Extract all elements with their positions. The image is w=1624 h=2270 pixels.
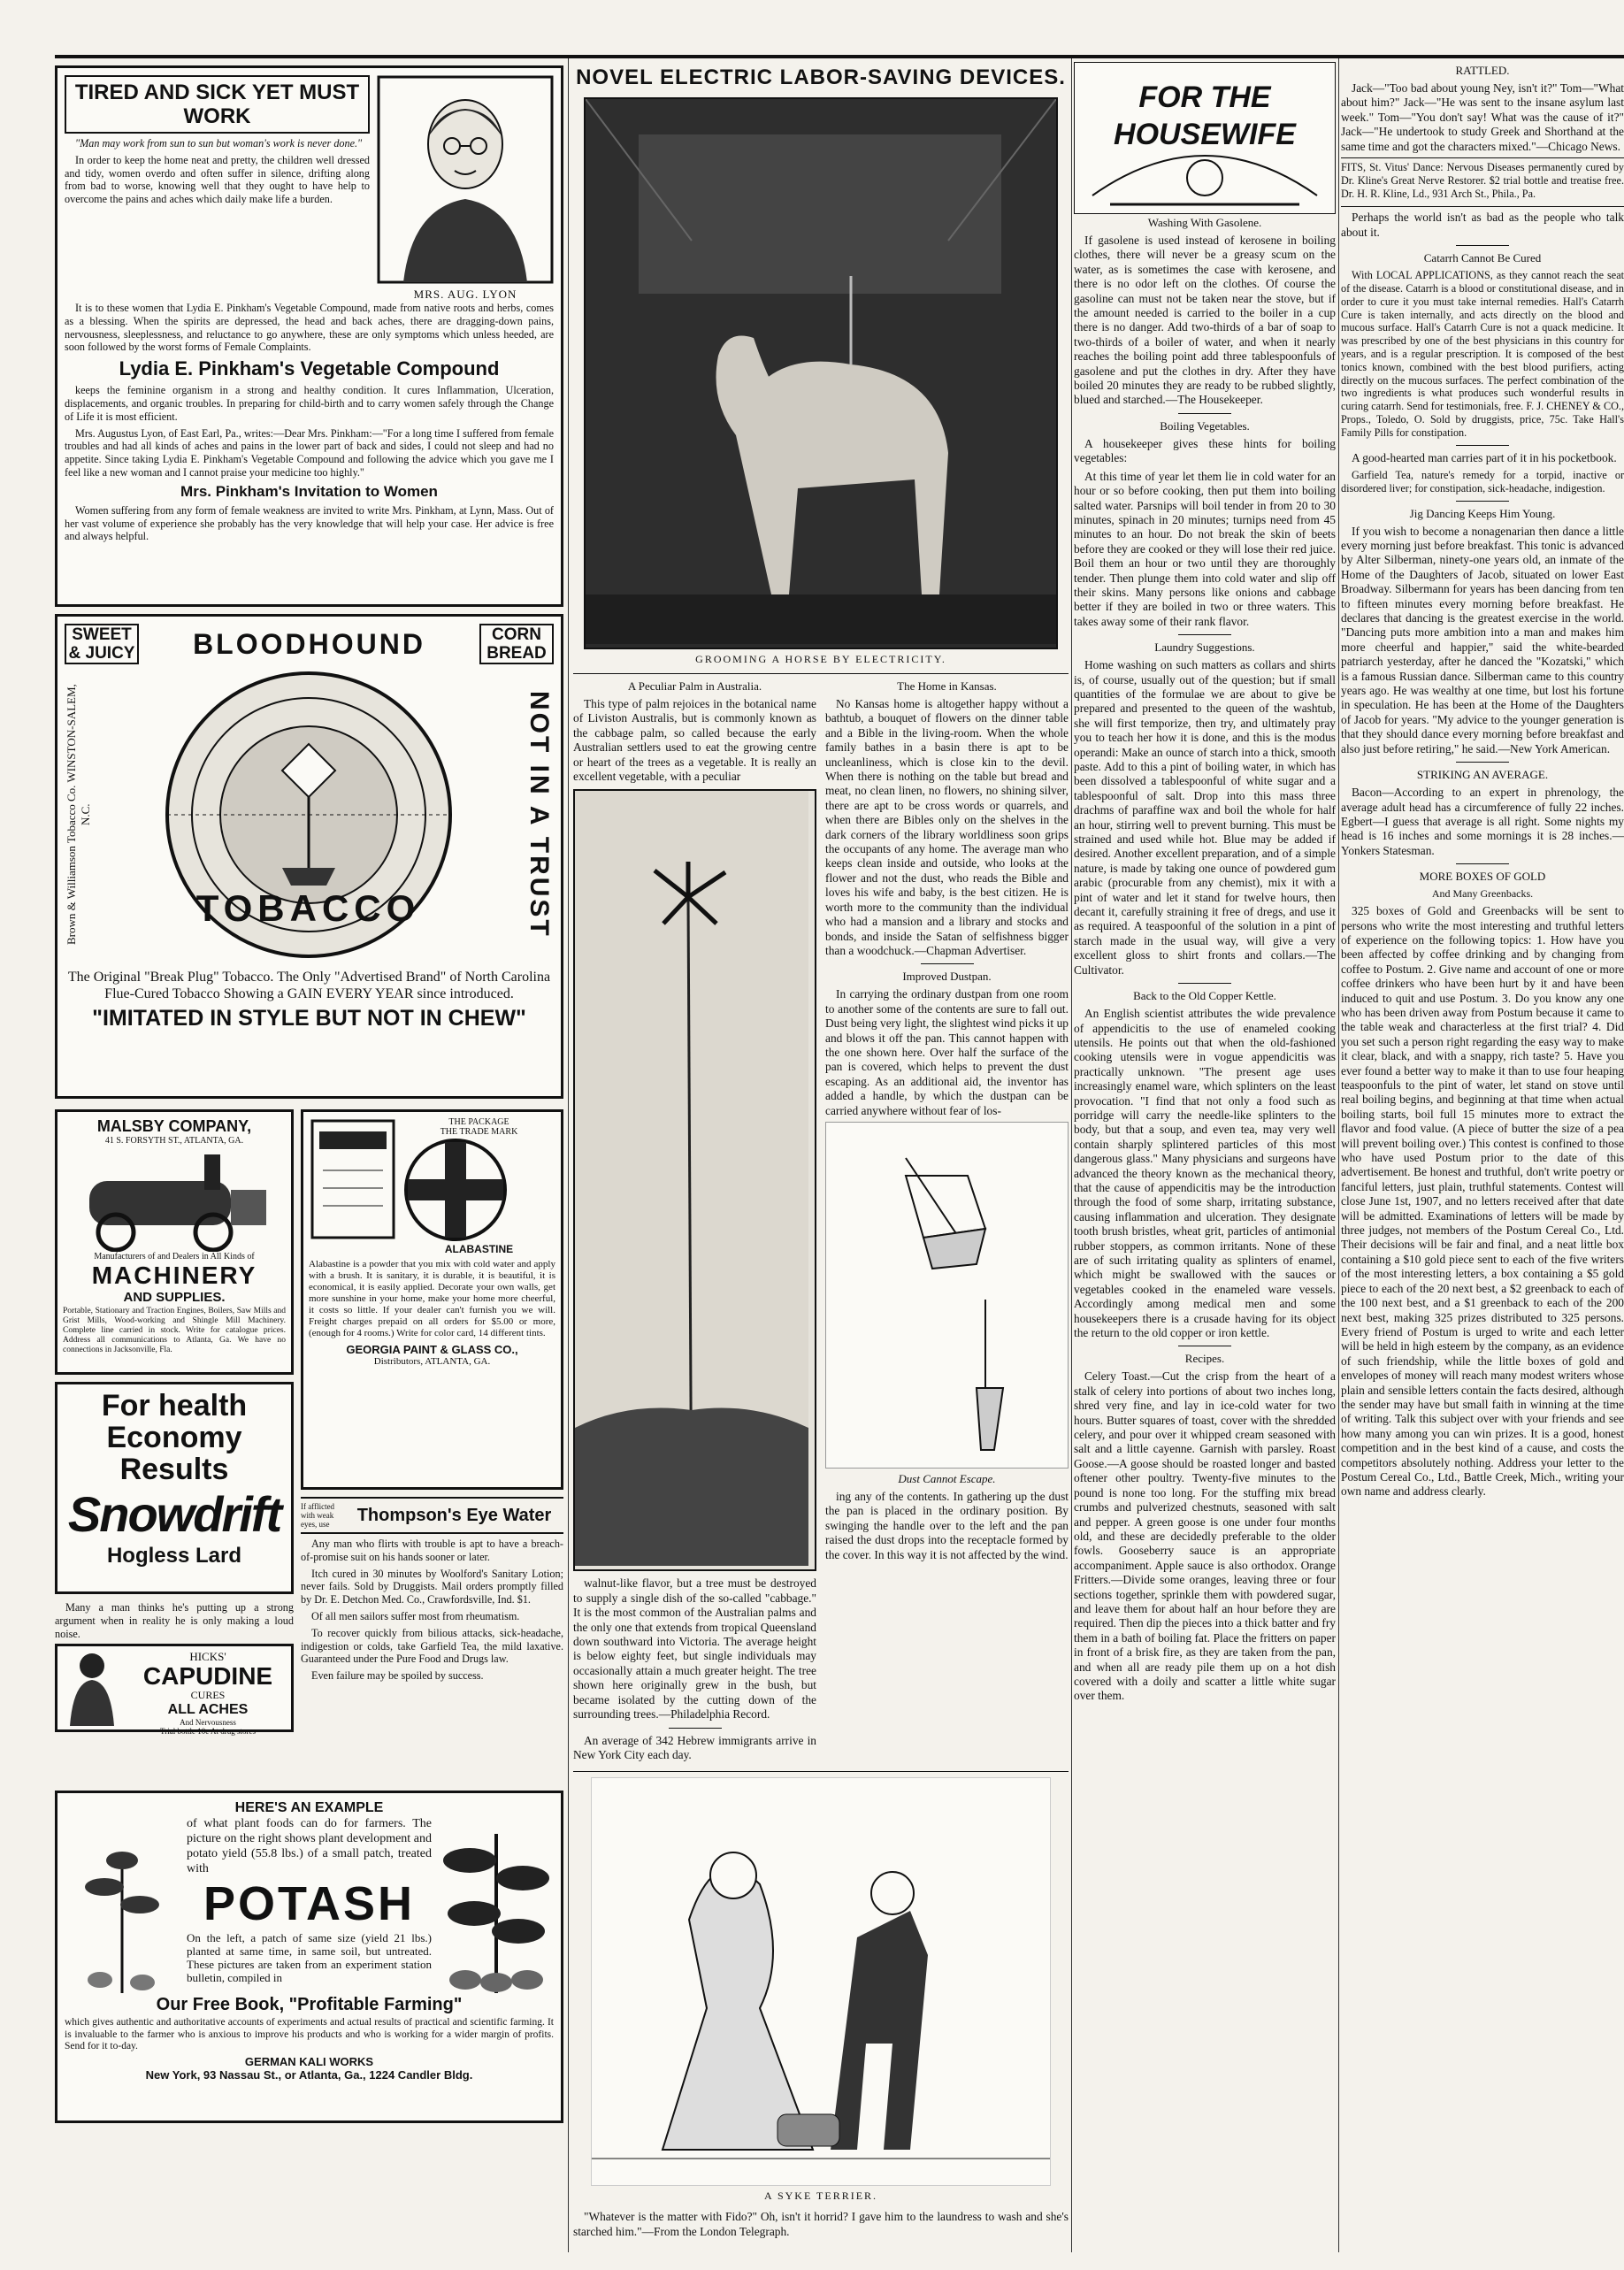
tobacco-seal bbox=[149, 664, 468, 965]
woman-portrait-icon bbox=[377, 75, 554, 284]
dustpan-text: In carrying the ordinary dustpan from one room to another some of the contents are sure to fall out. Dust being very light, the slightest wind picks it up and blows it off the pan. This cannot happen with the one shown here. Over half the surface of the pan is covered, which helps to prevent the dust escaping. As an additional aid, the inventor has added a handle, by which the dustpan can be carried anywhere without fear of los- bbox=[825, 987, 1069, 1117]
malsby-name: MALSBY COMPANY, bbox=[96, 1117, 252, 1135]
top-rule bbox=[55, 55, 1624, 58]
potash-left-text: On the left, a patch of same size (yield 21 lbs.) planted at same time, in same soil, but untreated. These pictures are taken from an experiment station bulletin, compiled in bbox=[187, 1931, 432, 1984]
potash-plants-right bbox=[439, 1816, 554, 1993]
potash-ad bbox=[55, 1791, 563, 2123]
palm-article bbox=[573, 678, 816, 1766]
article-heading: Catarrh Cannot Be Cured bbox=[1423, 251, 1542, 265]
capudine-line: Trial bottle 10c At drug stores bbox=[160, 1727, 256, 1737]
article-heading: Washing With Gasolene. bbox=[1147, 216, 1262, 229]
capudine-line: CURES bbox=[190, 1689, 226, 1702]
pinkham-product-name: Lydia E. Pinkham's Vegetable Compound bbox=[119, 357, 500, 380]
palm-text: This type of palm rejoices in the botanical name of Liviston Australis, but is commonly known as the cabbage palm, so called because the early Australian settlers used to eat the growing centre or heart of the trees as a vegetable. It is really an excellent vegetable, with a peculiar bbox=[573, 697, 816, 784]
terrier-text: "Whatever is the matter with Fido?" Oh, isn't it horrid? I gave him to the laundress to wash and she's starched him."—From the London Telegraph. bbox=[573, 2210, 1069, 2238]
georgia-paint-city: Distributors, ATLANTA, GA. bbox=[373, 1356, 491, 1367]
alabastine-brand: ALABASTINE bbox=[444, 1243, 514, 1255]
dustpan-caption: Dust Cannot Escape. bbox=[898, 1471, 996, 1485]
fits-notice: FITS, St. Vitus' Dance: Nervous Diseases permanently cured by Dr. Kline's Great Nerve Restorer. $2 trial bottle and treatise free. Dr. H. R. Kline, Ld., 931 Arch St., Phila., Pa. bbox=[1341, 161, 1624, 200]
pinkham-body: Women suffering from any form of female weakness are invited to write Mrs. Pinkham, at Lynn, Mass. Out of her vast volume of experience she probably has the very knowledge that will help your case. Her advice is free and always helpful. bbox=[65, 503, 554, 543]
column-rule bbox=[568, 58, 569, 2252]
german-kali-address: New York, 93 Nassau St., or Atlanta, Ga., 1224 Candler Bldg. bbox=[145, 2067, 473, 2082]
horse-caption: GROOMING A HORSE BY ELECTRICITY. bbox=[695, 653, 946, 665]
capudine-line: ALL ACHES bbox=[167, 1702, 249, 1718]
corn-bread-label: CORN BREAD bbox=[479, 624, 554, 664]
article-text: If you wish to become a nonagenarian then dance a little every morning just before breakfast. This tonic is advanced by Alter Silberman, ninety-one years old, an inmate of the Home of the Daughters of Jacob, situated on lower East Broadway. Silbermann for years has been dancing from ten to fifteen minutes every morning before breakfast. He declares that dancing is the greatest exercise in the world. "Dancing puts more ambition into a man and makes him more cheerful and happier," said the white-bearded patriarch yesterday, after he danced the "Kozatski," which is a famous Russian dance. Silberman came to this country years ago. He was wealthy at one time, but lost his fortune in speculation. He has been at the Home of the Daughters of Jacob for years. "My advice to the younger generation is that they should dance every morning before breakfast and also just before retiring," he said.—New York American. bbox=[1341, 524, 1624, 755]
dustpan-heading: Improved Dustpan. bbox=[902, 970, 992, 984]
article-text: Celery Toast.—Cut the crisp from the heart of a stalk of celery into portions of about two inches long, shred very fine, and lay in ice-cold water for two hours. Butter squares of toast, cover with the shredded celery, and pour over it whipped cream seasoned with salt and a little cayenne. Garnish with parsley. Roast Goose.—A goose should be roasted longer and basted oftener other poultry. Twenty-five minutes to the pound is none too long. For the stuffing mix bread crumbs and pulverized chestnuts, seasoned with salt and pepper. A green goose is one under four months old, and these are decidedly preferable to the older fowls. Gooseberry sauce is an appropriate accompaniment. Apple sauce is also orthodox. Orange Fritters.—Divide some oranges, leaving three or four sections together, sprinkle them with powdered sugar, and leave them for about half an hour before they are required. Then dip the pieces into a thick batter and fry them in a bath of boiling fat. Place the fritters on paper in front of a brisk fire, as they are taken from the pan, and when all are ready pile them up on a hot dish covered with a doily and scatter a little white sugar over them. bbox=[1074, 1369, 1336, 1703]
pinkham-ad bbox=[55, 65, 563, 607]
palm-text: walnut-like flavor, but a tree must be destroyed to supply a single dish of the so-called "cabbage." It is the most common of the Australian palms and the only one that extends from tropical Queensland down southward into Victoria. The average height is below eighty feet, but single individuals may occasionally attain a much greater height. The tree shown here originally grew in the bush, but became isolated by the cutting down of the surrounding trees.—Philadelphia Record. bbox=[573, 1576, 816, 1722]
filler-flirts: Any man who flirts with trouble is apt to have a breach-of-promise suit on his hands sooner or later. bbox=[301, 1538, 563, 1563]
horse-grooming-illustration bbox=[584, 97, 1058, 649]
article-text: At this time of year let them lie in cold water for an hour or so before cooking, then put them into boiling salted water. Parsnips will boil tender in from 20 to 30 minutes, spinach in 20 minutes; turnips need from 45 minutes to an hour. Do not break the skin of beets before they are cooked or they will lose their red juice. Boil them an hour or two until they are thoroughly tender. Then plunge them into cold water and slip off their skins. Many persons like onions and cabbage better if they are boiled in two or three waters. This takes away some of their rank flavor. bbox=[1074, 469, 1336, 628]
postum-contest-text: 325 boxes of Gold and Greenbacks will be sent to persons who write the most interesting and truthful letters of experience on the following topics: 1. How have you been affected by coffee drinking and by changing from coffee to Postum. 2. Give name and account of one or more coffee drinkers who have been hurt by it and have been induced to quit and use Postum. 3. Do you know any one who has been driven away from Postum because it came to the table weak and characterless at the first trial? 4. Did you set such a person right regarding the easy way to make it clear, black, and with a snappy, rich taste? 5. Have you ever found a better way to make it than to use four heaping teaspoonfuls to the pint of water, let stand on stove until real boiling begins, and beginning at that time when actual boiling starts, boil full 15 minutes more to extract the flavor and food value. (A piece of butter the size of a pea will prevent boiling over.) This contest is confined to those who have used Postum prior to the date of this advertisement. Be honest and truthful, don't write poetry or fanciful letters, just plain, truthful statements. Contest will close June 1st, 1907, and no letters received after that date will be admitted. Examinations of letters will be made by three judges, not members of the Postum Cereal Co., Ltd. Their decisions will be fair and final, and a neat little box containing a $10 gold piece sent to each of the five writers of the most interesting letters, a box containing a $5 gold piece to each of the 20 next best, a $2 greenback to each of the 100 next best, and a $1 greenback to each of the 200 next best, making 325 prizes distributed to 325 persons. Every friend of Postum is urged to write and each letter will be held in high esteem by the company, as an evidence of such friendship, while the little boxes of gold and envelopes of money will reach many modest writers whose plain and sensible letters contain the facts desired, although the sender may have but small faith in winning at the time of writing. Talk this subject over with your friends and see how many among you can win prizes. It is a good, honest competition and in the best kind of a cause, and costs the competitors absolutely nothing. Address your letter to the Postum Cereal Co., Ltd., Battle Creek, Mich., writing your own name and address clearly. bbox=[1341, 904, 1624, 1499]
tobacco-description: The Original "Break Plug" Tobacco. The Only "Advertised Brand" of North Carolina Flue-Cured Tobacco Showing a GAIN EVERY YEAR since introduced. bbox=[67, 970, 551, 1001]
eyewater-pre: If afflicted with weak eyes, use bbox=[301, 1502, 335, 1529]
potash-brand: POTASH bbox=[203, 1877, 415, 1930]
snowdrift-line: Economy bbox=[106, 1421, 242, 1454]
dustpan-icon bbox=[826, 1123, 1065, 1466]
column-advertisements bbox=[55, 62, 563, 2252]
article-heading: Back to the Old Copper Kettle. bbox=[1133, 989, 1276, 1003]
machinery-headline: MACHINERY bbox=[91, 1262, 257, 1289]
filler-hebrew: An average of 342 Hebrew immigrants arrive in New York City each day. bbox=[573, 1733, 816, 1761]
snowdrift-sub: Hogless Lard bbox=[106, 1544, 242, 1568]
snowdrift-brand: Snowdrift bbox=[67, 1486, 281, 1542]
alabastine-package-icon bbox=[309, 1117, 397, 1241]
article-subheading: And Many Greenbacks. bbox=[1431, 887, 1534, 901]
capudine-brand: CAPUDINE bbox=[142, 1662, 273, 1691]
potash-headline: HERE'S AN EXAMPLE bbox=[234, 1800, 384, 1815]
article-heading: MORE BOXES OF GOLD bbox=[1419, 870, 1546, 884]
filler-world: Perhaps the world isn't as bad as the people who talk about it. bbox=[1341, 211, 1624, 239]
capudine-line: And Nervousness bbox=[180, 1718, 236, 1728]
filler-garfield: To recover quickly from bilious attacks, sick-headache, indigestion or colds, take Garfield Tea, the mild laxative. Guaranteed under the Pure Food and Drugs law. bbox=[301, 1626, 563, 1666]
article-heading: Recipes. bbox=[1184, 1352, 1225, 1366]
palm-tree-illustration bbox=[573, 789, 816, 1571]
alabastine-body: Alabastine is a powder that you mix with cold water and apply with a brush. It is sanitary, it is durable, it is beautiful, it is economical, it is easily applied. Decorate your own walls, get more sunshine in your home, make your home more cheerful, it costs so little. If your dealer can't furnish you we will. Freight charges prepaid on all orders for $5.00 or more, (enough for 4 rooms.) Write for color card, 14 different tints. bbox=[309, 1259, 555, 1338]
column-housewife bbox=[1074, 62, 1336, 2252]
article-text: Home washing on such matters as collars and shirts is, of course, usually out of the question; but if small quantities of the formulae we are about to give be prepared and presented to the queen of the washtub, she will first temporize, then try, and ultimately pray you to teach her how it is done, and this is the modus operandi: Make an ounce of starch into a thick, smooth paste. Add to this a pint of boiling water, in which has been dissolved a tablespoonful of white sugar and a tablespoonful of salt. Drop into this mass three drachms of paraffine wax and boil the whole for half an hour, stirring well to prevent burning. This must be strained and used while hot. Blue may be added if desired. Another excellent preparation, and of a simple nature, is made by taking one ounce of powdered gum arabic (procurable from any chemist), mix it with a pint of water and let it stand for twelve hours, then decant it, carefully straining it free of dregs, and use it as required. A teaspoonful of the solution in a pint of starch made in the usual way, will give a very excellent gloss to shirt fronts and collars.—The Cultivator. bbox=[1074, 658, 1336, 977]
catarrh-text: With LOCAL APPLICATIONS, as they cannot reach the seat of the disease. Catarrh is a blood or constitutional disease, and in order to cure it you must take internal remedies. Hall's Catarrh Cure is taken internally, and acts directly on the blood and mucous surface. Hall's Catarrh Cure is not a quack medicine. It was prescribed by one of the best physicians in this country for years, and is a regular prescription. It is composed of the best tonics known, combined with the best blood purifiers, acting directly on the mucous surfaces. The perfect combination of the two ingredients is what produces such wonderful results in curing catarrh. Send for testimonials, free. F. J. CHENEY & CO., Props., Toledo, O. Sold by druggists, price, 75c. Take Hall's Family Pills for constipation. bbox=[1341, 269, 1624, 439]
potato-plant-icon bbox=[439, 1816, 554, 1993]
cross-trademark-icon bbox=[402, 1137, 509, 1243]
article-text: Jack—"Too bad about young Ney, isn't it?" Tom—"What about him?" Jack—"He was sent to the insane asylum last week." Tom—"You don't say! What was the cause of it?" Jack—"He undertook to study Greek and Shorthand at the same time and got the characters mixed."—Chicago News. bbox=[1341, 81, 1624, 153]
housewife-masthead bbox=[1074, 62, 1336, 214]
kansas-text: No Kansas home is altogether happy without a bathtub, a bouquet of flowers on the dinner table and a Bible in the living-room. When the whole family bathes in a basin there is apt to be uncleanliness, which is close kin to the devil. When there is nothing on the table but bread and meat, no clean linen, no flowers, no shining silver, there are apt to be cross words or quarrels, and when there are Bibles only on the shelves in the dark corners of the library worldliness soon grips the occupants of any home. The average man who keeps clean inside and outside, who looks at the flower and not the dust, who reads the Bible and loves his wife and baby, is the best citizen. He is worth more to the community than the individual who had a mansion and a library and stocks and bonds, and inside the Satan of selfishness bigger than a woodchuck.—Chapman Advertiser. bbox=[825, 697, 1069, 957]
pinkham-quote: "Man may work from sun to sun but woman's work is never done." bbox=[75, 137, 363, 150]
filler-failure: Even failure may be spoiled by success. bbox=[311, 1669, 484, 1683]
column-rule bbox=[1338, 58, 1339, 2252]
pinkham-body: keeps the feminine organism in a strong and healthy condition. It cures Inflammation, Ulceration, displacements, and organic troubles. In preparing for child-birth and to carry women safely through the Change of Life it is most efficient. bbox=[65, 384, 554, 423]
figure-icon bbox=[61, 1650, 123, 1726]
potash-book-title: Our Free Book, "Profitable Farming" bbox=[156, 1995, 463, 2014]
capudine-ad bbox=[55, 1644, 294, 1737]
cartoon-figures-icon bbox=[592, 1778, 1050, 2183]
malsby-ad bbox=[55, 1109, 294, 1375]
portrait-frame bbox=[377, 75, 554, 302]
article-text: Bacon—According to an expert in phrenology, the average adult head has a circumference of fully 22 inches. Egbert—I guess that average is all right. Some nights my head is 16 inches and some mornings it is 28 inches.—Yonkers Statesman. bbox=[1341, 786, 1624, 857]
malsby-line: Manufacturers of and Dealers in All Kinds of bbox=[94, 1252, 255, 1262]
brown-williamson-label: Brown & Williamson Tobacco Co. WINSTON-SALEM, N.C. bbox=[65, 684, 92, 946]
palm-tree-icon bbox=[575, 791, 808, 1566]
horse-icon bbox=[586, 99, 1056, 644]
kansas-heading: The Home in Kansas. bbox=[897, 679, 997, 693]
potato-plant-icon bbox=[65, 1816, 180, 1993]
pinkham-body: In order to keep the home neat and pretty, the children well dressed and tidy, women overdo and often suffer in silence, drifting along from bad to worse, knowing well that they ought to have help to overcome the pains and aches which daily make life a burden. bbox=[65, 153, 370, 206]
alabastine-mark-label: THE TRADE MARK bbox=[440, 1127, 518, 1137]
not-in-trust-label: NOT IN A TRUST bbox=[525, 691, 554, 939]
pinkham-testimonial: Mrs. Augustus Lyon, of East Earl, Pa., writes:—Dear Mrs. Pinkham:—"For a long time I suffered from female troubles and had all kinds of aches and pains in the lower part of back and sides, I could not sleep and had no appetite. Since taking Lydia E. Pinkham's Vegetable Compound and following the advice which you gave me I feel like a new woman and I cannot praise your medicine too highly." bbox=[65, 426, 554, 479]
supplies-label: AND SUPPLIES. bbox=[123, 1290, 226, 1305]
portrait-caption: MRS. AUG. LYON bbox=[413, 288, 517, 301]
filler-garfield-tea: Garfield Tea, nature's remedy for a torpid, inactive or disordered liver; for constipation, sick-headache, indigestion. bbox=[1341, 469, 1624, 495]
sweet-juicy-label: SWEET & JUICY bbox=[65, 624, 139, 664]
article-heading: Jig Dancing Keeps Him Young. bbox=[1409, 506, 1556, 520]
potash-intro: of what plant foods can do for farmers. The picture on the right shows plant development and potato yield (55.8 lbs.) of a small patch, treated with bbox=[187, 1817, 432, 1875]
article-heading: STRIKING AN AVERAGE. bbox=[1416, 768, 1549, 782]
tobacco-tagline: "IMITATED IN STYLE BUT NOT IN CHEW" bbox=[92, 1006, 526, 1031]
terrier-cartoon bbox=[591, 1777, 1051, 2186]
bloodhound-title: BLOODHOUND bbox=[193, 627, 425, 660]
potash-body: which gives authentic and authoritative accounts of experiments and actual results of practical and scientific farming. It is invaluable to the farmer who is anxious to improve his products and who is working for a wider margin of profits. Send for it to-day. bbox=[65, 2017, 554, 2051]
dustpan-text: ing any of the contents. In gathering up the dust the pan is placed in the ordinary position. By swinging the handle over to the left and the pan raised the dust drops into the receptacle formed by the cover. In this way it is not affected by the wind. bbox=[825, 1489, 1069, 1561]
column-rule bbox=[1071, 58, 1072, 2252]
article-text: A housekeeper gives these hints for boiling vegetables: bbox=[1074, 436, 1336, 465]
article-heading: RATTLED. bbox=[1455, 64, 1510, 77]
alabastine-ad bbox=[301, 1109, 563, 1490]
masthead-title: FOR THE HOUSEWIFE bbox=[1114, 81, 1296, 151]
tobacco-seal-text: TOBACCO bbox=[195, 887, 421, 929]
filler-goodheart: A good-hearted man carries part of it in his pocketbook. bbox=[1352, 450, 1617, 464]
terrier-caption: A SYKE TERRIER. bbox=[763, 2189, 878, 2203]
steam-engine-icon bbox=[63, 1146, 286, 1252]
georgia-paint-company: GEORGIA PAINT & GLASS CO., bbox=[346, 1343, 518, 1356]
column-electric-devices bbox=[573, 62, 1069, 2252]
german-kali-works: GERMAN KALI WORKS bbox=[244, 2054, 374, 2068]
dustpan-illustration bbox=[825, 1122, 1069, 1469]
article-heading: Boiling Vegetables. bbox=[1160, 418, 1250, 433]
snowdrift-line: For health bbox=[101, 1389, 248, 1423]
alabastine-package-label: THE PACKAGE bbox=[448, 1117, 509, 1127]
malsby-body: Portable, Stationary and Traction Engines, Boilers, Saw Mills and Grist Mills, Wood-working and Shingle Mill Machinery. Complete line carried in stock. Write for catalogue prices. Address all communications to Atlanta, Ga. We have no connections in Jacksonville, Fla. bbox=[63, 1307, 286, 1354]
pinkham-headline: TIRED AND SICK YET MUST WORK bbox=[65, 75, 370, 134]
article-heading: Laundry Suggestions. bbox=[1154, 640, 1255, 655]
eyewater-ad bbox=[301, 1497, 563, 1534]
article-text: An English scientist attributes the wide prevalence of appendicitis to the use of enameled cooking utensils. He points out that when the old-fashioned cooking utensils were in vogue appendicitis was practically unknown. "The present age uses increasingly enamel ware, which splinters on the least provocation. "I find that not only a food such as porridge will carry the needle-like splinters to the body, but that a soup, and even tea, may very well contain sharply splintered particles of this most dangerous glass." Many physicians and surgeons have advanced the theory known as the mechanical theory, that the cause of appendicitis may be the introduction through the food of some sharp, irritating substance, causing inflammation and ulceration. They designate tooth brush bristles, wheat grit, particles of antimonial rubber stoppers, as common irritants. None of these are of such irritating quality as splinters of enamel, which might be swallowed with the sauces or vegetables cooked in the enameled ware vessels. Accordingly among medical men and some housekeepers there is a crusade having for its object the return to the old copper or iron kettle. bbox=[1074, 1007, 1336, 1340]
potash-plants-left bbox=[65, 1816, 180, 1993]
filler-loud-noise: Many a man thinks he's putting up a strong argument when in reality he is only making a loud noise. bbox=[55, 1601, 294, 1640]
filler-sailors: Of all men sailors suffer most from rheumatism. bbox=[311, 1609, 520, 1622]
column-miscellany bbox=[1341, 62, 1624, 2252]
malsby-address: 41 S. FORSYTH ST., ATLANTA, GA. bbox=[104, 1136, 244, 1146]
pinkham-invitation: Mrs. Pinkham's Invitation to Women bbox=[180, 482, 438, 500]
bloodhound-tobacco-ad bbox=[55, 614, 563, 1099]
eyewater-brand: Thompson's Eye Water bbox=[356, 1505, 552, 1525]
capudine-line: HICKS' bbox=[189, 1650, 226, 1664]
snowdrift-ad bbox=[55, 1382, 294, 1594]
snowdrift-line: Results bbox=[119, 1453, 229, 1486]
article-text: If gasolene is used instead of kerosene in boiling clothes, there will never be a greasy scum on the water, as is sometimes the case with kerosene, and there is no odor left on the clothes. Of course the gasoline can must not be taken near the stove, but if the amount needed is carried to the boiler in a cup there is no danger. Add two-thirds of a bar of soap to two-thirds of a boiler of water, and when it nearly reaches the boiling point add three tablespoonfuls of gasolene and put the clothes in dry. After they have boiled 20 minutes they are ready to be rubbed slightly, blued and starched.—The Housekeeper. bbox=[1074, 234, 1336, 407]
pinkham-body: It is to these women that Lydia E. Pinkham's Vegetable Compound, made from native roots and herbs, comes as a blessing. When the spirits are depressed, the head and back aches, there are dragging-down pains, nervousness, sleeplessness, and reluctance to go anywhere, these are only symptoms which unless heeded, are soon followed by the worst forms of Female Complaints. bbox=[65, 302, 554, 354]
palm-heading: A Peculiar Palm in Australia. bbox=[627, 679, 762, 693]
kansas-and-dustpan bbox=[825, 678, 1069, 1766]
filler-itch: Itch cured in 30 minutes by Woolford's Sanitary Lotion; never fails. Sold by Druggists. Mail orders promptly filled by Dr. E. Detchon Med. Co., Crawfordsville, Ind. $1. bbox=[301, 1567, 563, 1607]
section-title: NOVEL ELECTRIC LABOR-SAVING DEVICES. bbox=[576, 65, 1066, 89]
